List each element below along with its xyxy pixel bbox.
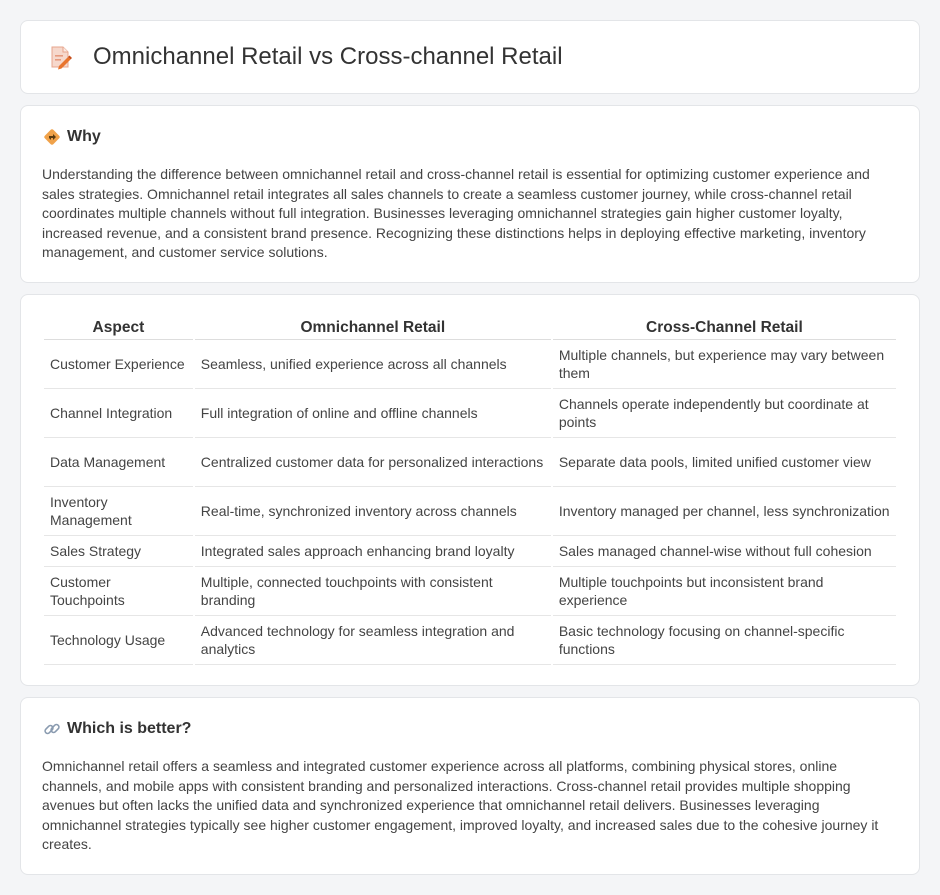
aspect-cell: Data Management	[44, 438, 193, 487]
omnichannel-cell: Centralized customer data for personalized interactions	[195, 438, 551, 487]
table-row	[44, 487, 896, 536]
page-title: Omnichannel Retail vs Cross-channel Retail	[93, 43, 563, 70]
omnichannel-cell: Full integration of online and offline channels	[195, 389, 551, 438]
table-row	[44, 389, 896, 438]
cross-channel-cell: Inventory managed per channel, less synchronization	[553, 487, 896, 536]
why-heading: Why	[67, 128, 101, 145]
omnichannel-cell: Advanced technology for seamless integration and analytics	[195, 616, 551, 665]
aspect-cell: Customer Touchpoints	[44, 567, 193, 616]
table-row	[44, 438, 896, 487]
comparison-section	[20, 294, 920, 686]
omnichannel-cell: Multiple, connected touchpoints with consistent branding	[195, 567, 551, 616]
aspect-cell: Sales Strategy	[44, 536, 193, 567]
table-row	[44, 567, 896, 616]
column-header-aspect: Aspect	[44, 314, 193, 340]
comparison-table	[42, 314, 898, 665]
which-is-better-section	[20, 697, 920, 875]
aspect-cell: Technology Usage	[44, 616, 193, 665]
road-sign-icon	[43, 128, 61, 146]
which-is-better-body: Omnichannel retail offers a seamless and integrated customer experience across all platforms, combining physical stores, online channels, and mobile apps with consistent branding and personalized interactions. Cross-channel retail provides multiple shopping avenues but often lacks the unified data and synchronized experience that omnichannel retail delivers. Businesses leveraging omnichannel strategies typically see higher customer engagement, improved loyalty, and increased sales due to the cohesive journey it creates.	[42, 758, 879, 852]
table-row	[44, 536, 896, 567]
cross-channel-cell: Separate data pools, limited unified customer view	[553, 438, 896, 487]
column-header-omnichannel: Omnichannel Retail	[195, 314, 551, 340]
which-is-better-heading: Which is better?	[67, 720, 192, 737]
aspect-cell: Channel Integration	[44, 389, 193, 438]
table-header-row	[44, 314, 896, 340]
cross-channel-cell: Multiple channels, but experience may vary between them	[553, 340, 896, 389]
cross-channel-cell: Sales managed channel-wise without full cohesion	[553, 536, 896, 567]
omnichannel-cell: Integrated sales approach enhancing brand loyalty	[195, 536, 551, 567]
cross-channel-cell: Multiple touchpoints but inconsistent brand experience	[553, 567, 896, 616]
aspect-cell: Customer Experience	[44, 340, 193, 389]
table-row	[44, 616, 896, 665]
why-body: Understanding the difference between omnichannel retail and cross-channel retail is essential for optimizing customer experience and sales strategies. Omnichannel retail integrates all sales channels to create a seamless customer journey, while cross-channel retail coordinates multiple channels without full integration. Businesses leveraging omnichannel strategies gain higher customer loyalty, increased revenue, and a consistent brand presence. Recognizing these distinctions helps in deploying effective marketing, inventory management, and customer service solutions.	[42, 166, 870, 260]
why-section	[20, 105, 920, 283]
omnichannel-cell: Seamless, unified experience across all channels	[195, 340, 551, 389]
aspect-cell: Inventory Management	[44, 487, 193, 536]
title-card	[20, 20, 920, 94]
document-pencil-icon	[47, 44, 73, 70]
link-icon	[43, 720, 61, 738]
table-row	[44, 340, 896, 389]
cross-channel-cell: Channels operate independently but coordinate at points	[553, 389, 896, 438]
column-header-cross-channel: Cross-Channel Retail	[553, 314, 896, 340]
omnichannel-cell: Real-time, synchronized inventory across channels	[195, 487, 551, 536]
cross-channel-cell: Basic technology focusing on channel-specific functions	[553, 616, 896, 665]
